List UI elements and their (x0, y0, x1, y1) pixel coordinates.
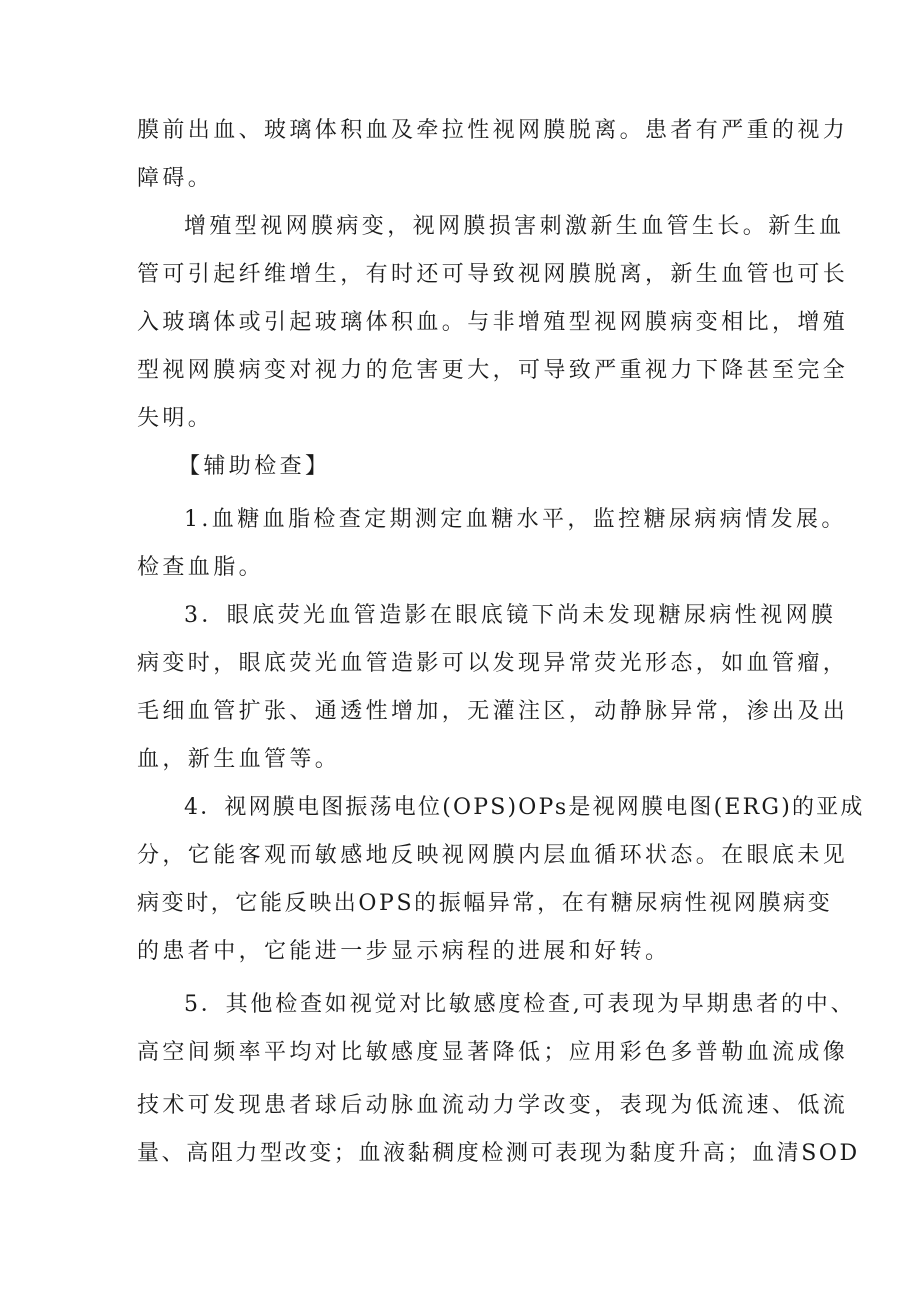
list-item-line: 血，新生血管等。 (137, 747, 341, 772)
section-heading: 【辅助检查】 (178, 454, 331, 479)
list-item-line: 毛细血管扩张、通透性增加，无灌注区，动静脉异常，渗出及出 (137, 699, 849, 724)
paragraph-line: 型视网膜病变对视力的危害更大，可导致严重视力下降甚至完全 (137, 358, 849, 383)
list-item-line: 检查血脂。 (137, 555, 265, 580)
list-item-line: 病变时，眼底荧光血管造影可以发现异常荧光形态，如血管瘤， (137, 651, 849, 676)
list-item-line: 5．其他检查如视觉对比敏感度检查,可表现为早期患者的中、 (184, 992, 856, 1017)
paragraph-line: 膜前出血、玻璃体积血及牵拉性视网膜脱离。患者有严重的视力 (137, 118, 849, 143)
list-item-line: 4．视网膜电图振荡电位(OPS)OPs是视网膜电图(ERG)的亚成 (184, 795, 865, 820)
list-item-line: 量、高阻力型改变；血液黏稠度检测可表现为黏度升高；血清SOD (137, 1141, 860, 1166)
list-item-line: 高空间频率平均对比敏感度显著降低；应用彩色多普勒血流成像 (137, 1040, 849, 1065)
list-item-line: 分，它能客观而敏感地反映视网膜内层血循环状态。在眼底未见 (137, 843, 849, 868)
list-item-line: 技术可发现患者球后动脉血流动力学改变，表现为低流速、低流 (137, 1093, 849, 1118)
paragraph-line: 失明。 (137, 406, 214, 431)
paragraph-line: 入玻璃体或引起玻璃体积血。与非增殖型视网膜病变相比，增殖 (137, 310, 849, 335)
list-item-line: 3．眼底荧光血管造影在眼底镜下尚未发现糖尿病性视网膜 (184, 603, 837, 628)
paragraph-line: 增殖型视网膜病变，视网膜损害刺激新生血管生长。新生血 (184, 214, 845, 239)
paragraph-line: 管可引起纤维增生，有时还可导致视网膜脱离，新生血管也可长 (137, 262, 849, 287)
paragraph-line: 障碍。 (137, 166, 214, 191)
list-item-line: 病变时，它能反映出OPS的振幅异常，在有糖尿病性视网膜病变 (137, 891, 833, 916)
list-item-line: 的患者中，它能进一步显示病程的进展和好转。 (137, 939, 671, 964)
list-item-line: 1.血糖血脂检查定期测定血糖水平，监控糖尿病病情发展。 (184, 507, 847, 532)
